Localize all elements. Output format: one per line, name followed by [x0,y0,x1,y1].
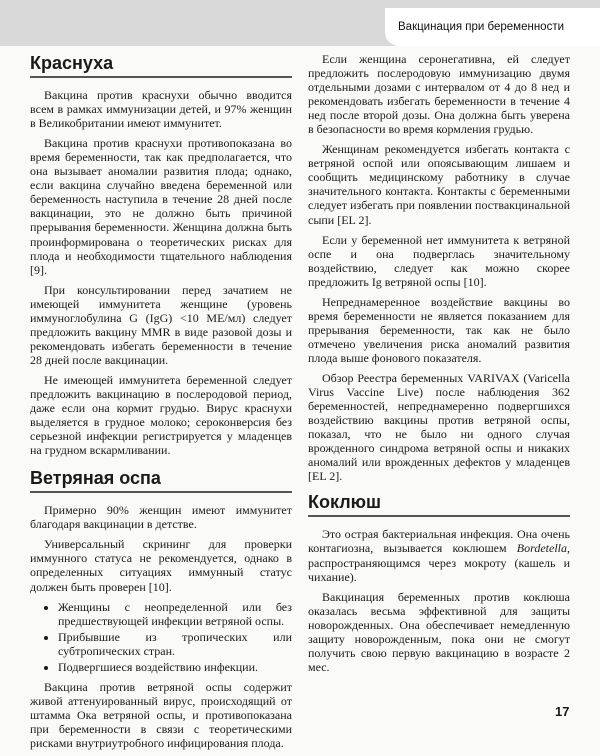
italic-term: Bordetella [516,541,567,556]
paragraph [308,527,570,583]
section-title-varicella: Ветряная оспа [30,468,161,489]
list-item: • Подвергшиеся воздействию инфекции. [58,660,292,674]
paragraph: При консультировании перед зачатием не имеющей иммунитета женщине (уровень иммуноглобулина G (IgG) <10 МЕ/мл) следует предложить вакцину MMR в виде разовой дозы и рекомендовать избегать беременности в течение 28 дней после вакцинации. [30,282,292,367]
section-rule [308,515,570,517]
left-column [30,54,292,756]
paragraph: Вакцина против краснухи обычно вводится всем в рамках иммунизации детей, и 97% женщин в Великобритании имеют иммунитет. [30,88,292,131]
section-rule [30,76,292,78]
paragraph: Если женщина серонегативна, ей следует предложить послеродовую иммунизацию двумя отдельными дозами с интервалом от 4 до 8 нед и рекомендовать избегать беременности в течение 4 нед после второй дозы. Она должна быть уверена в безопасности во время кормления грудью. [308,52,570,137]
running-head: Вакцинация при беременности [398,21,565,33]
section-rule [30,491,292,493]
page-number: 17 [555,704,570,719]
text-span: Это острая бактериальная инфекция. Она очень контагиозна, вызывается коклюшем [308,527,570,556]
list-item: • Прибывшие из тропических или субтропических стран. [58,630,292,658]
paragraph: Вакцина против ветряной оспы содержит живой аттенуированный вирус, происходящий от штамма Ока ветряной оспы, и противопоказана при беременности в связи с теоретическими рисками внутриутробного инфицирования плода. [30,679,292,750]
list-item: • Женщины с неопределенной или без предшествующей инфекции ветряной оспы. [58,600,292,628]
right-column [308,52,570,680]
text-span: , распространяющимся через мокроту (кашель и чихание). [308,541,570,584]
paragraph: Не имеющей иммунитета беременной следует предложить вакцинацию в послеродовой период, даже если она кормит грудью. Вирус краснухи выделяется в грудное молоко; сероконверсия без серьезной инфекции регистрируется у младенцев на грудном вскармливании. [30,372,292,458]
paragraph: Если у беременной нет иммунитета к ветряной оспе и она подверглась значительному воздействию, следует как можно скорее предложить Ig ветряной оспы [10]. [308,232,570,289]
paragraph: Вакцина против краснухи противопоказана во время беременности, так как предполагается, что она вызывает аномалии развития плода; однако, если вакцина случайно введена беременной или беременность наступила в течение 28 дней после вакцинации, это не должно быть причиной прерывания беременности. Женщина должна быть проинформирована о теоретических рисках для плода и необходимости тщательного наблюдения [9]. [30,136,292,277]
section-title-rubella: Краснуха [30,53,114,73]
paragraph: Примерно 90% женщин имеют иммунитет благодаря вакцинации в детстве. [30,503,292,532]
paragraph: Женщинам рекомендуется избегать контакта с ветряной оспой или опоясывающим лишаем и сообщить медицинскому работнику в случае значительного контакта. Контакты с беременными следует избегать при появлении поствакцинальной сыпи [EL 2]. [308,142,570,227]
section-title-pertussis: Коклюш [308,492,382,513]
bullet-list [30,600,292,674]
paragraph: Универсальный скрининг для проверки иммунного статуса не рекомендуется, однако в определенных ситуациях иммунный статус должен быть проверен [10]. [30,537,292,594]
paragraph: Вакцинация беременных против коклюша оказалась весьма эффективной для защиты новорожденных. Она обеспечивает немедленную защиту новорожденным, пока они не смогут получить свою первую вакцинацию в возрасте 2 мес. [308,589,570,674]
paragraph: Обзор Реестра беременных VARIVAX (Varicella Virus Vaccine Live) после наблюдения 362 беременностей, непреднамеренно подвергшихся воздействию вакцины против ветряной оспы, показал, что не было ни одного случая врожденного синдрома ветряной оспы и никаких аномалий или врожденных дефектов у младенцев [EL 2]. [308,370,570,484]
paragraph: Непреднамеренное воздействие вакцины во время беременности не является показанием для прерывания беременности, так как не было отмечено увеличения риска аномалий развития плода выше фонового показателя. [308,294,570,365]
